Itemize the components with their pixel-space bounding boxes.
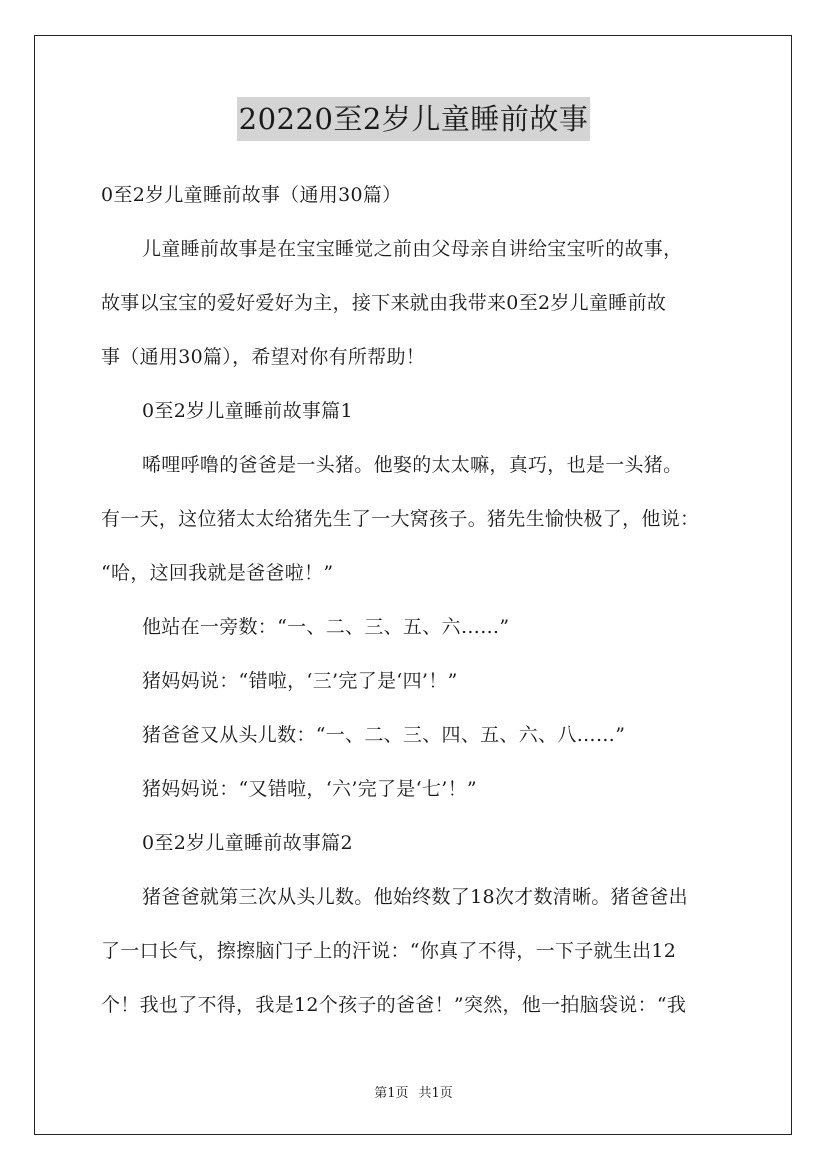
paragraph-line: 了一口长气，擦擦脑门子上的汗说：“你真了不得，一下子就生出12	[101, 940, 677, 962]
paragraph-line: 儿童睡前故事是在宝宝睡觉之前由父母亲自讲给宝宝听的故事，	[142, 238, 683, 260]
paragraph-line: 他站在一旁数：“一、二、三、五、六……”	[142, 616, 510, 638]
paragraph-line: 个！我也了不得，我是12个孩子的爸爸！”突然，他一拍脑袋说：“我	[101, 994, 687, 1016]
paragraph-line: “哈，这回我就是爸爸啦！”	[101, 562, 334, 584]
paragraph-line: 猪爸爸又从头儿数：“一、二、三、四、五、六、八……”	[142, 724, 626, 746]
section-heading: 0至2岁儿童睡前故事篇1	[142, 400, 353, 422]
paragraph-line: 事（通用30篇），希望对你有所帮助！	[101, 346, 426, 368]
paragraph-line: 猪爸爸就第三次从头儿数。他始终数了18次才数清晰。猪爸爸出	[142, 886, 688, 908]
page-total: 共1页	[418, 1086, 453, 1101]
paragraph-line: 唏哩呼噜的爸爸是一头猪。他娶的太太嘛，真巧，也是一头猪。	[142, 454, 683, 476]
section-heading: 0至2岁儿童睡前故事篇2	[142, 832, 353, 854]
paragraph-line: 猪妈妈说：“又错啦，‘六’完了是‘七’！”	[142, 778, 477, 800]
paragraph-line: 猪妈妈说：“错啦，‘三’完了是‘四’！”	[142, 670, 458, 692]
page-footer	[0, 1085, 827, 1103]
document-title: 20220至2岁儿童睡前故事	[237, 97, 591, 141]
paragraph-line: 故事以宝宝的爱好爱好为主，接下来就由我带来0至2岁儿童睡前故	[101, 292, 667, 314]
paragraph-line: 有一天，这位猪太太给猪先生了一大窝孩子。猪先生愉快极了，他说：	[101, 508, 700, 530]
title-wrapper	[0, 97, 827, 141]
subtitle-line: 0至2岁儿童睡前故事（通用30篇）	[101, 184, 402, 206]
page-number: 第1页	[374, 1086, 409, 1101]
